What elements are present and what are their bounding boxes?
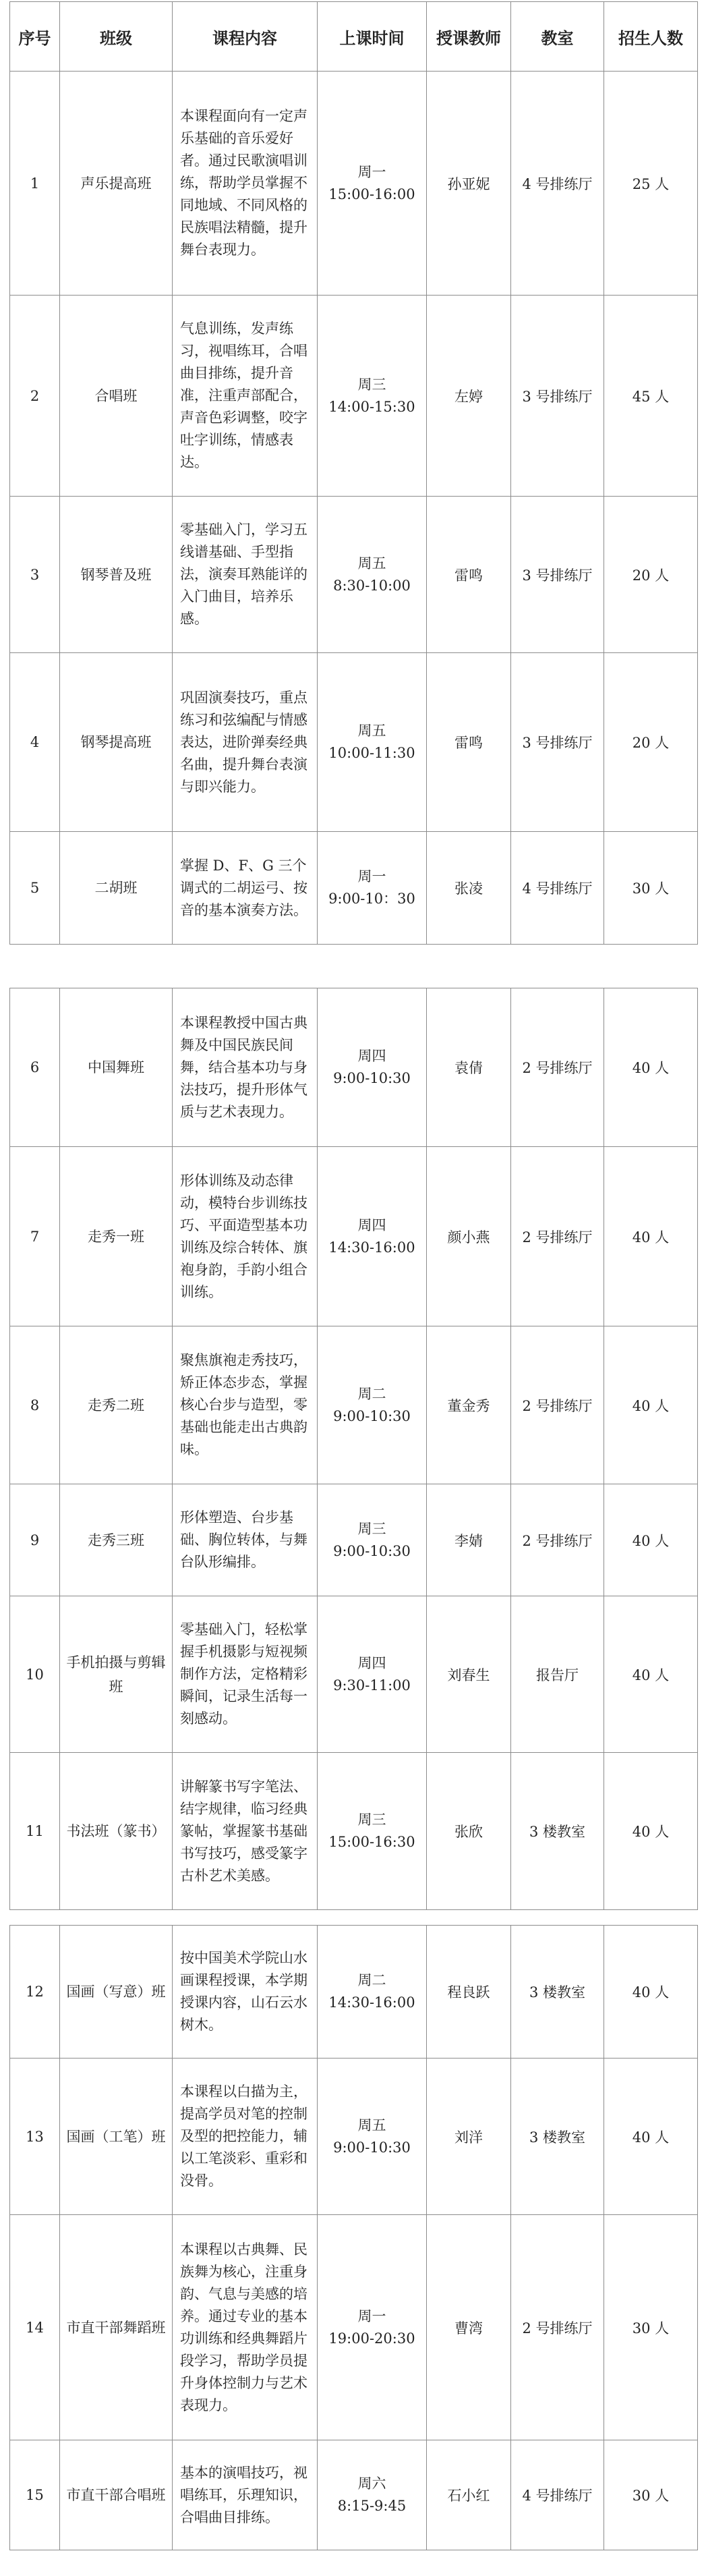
cell-content: 形体塑造、台步基础、胸位转体，与舞台队形编排。: [173, 1484, 318, 1596]
cell-class: 手机拍摄与剪辑班: [60, 1596, 173, 1753]
cell-teacher: 左婷: [427, 296, 511, 497]
cell-teacher: 董金秀: [427, 1326, 511, 1484]
cell-no: 12: [10, 1926, 60, 2059]
header-room: 教室: [511, 2, 604, 72]
cell-class: 走秀一班: [60, 1147, 173, 1326]
cell-quota: 20 人: [604, 653, 698, 832]
table-row: [10, 1753, 698, 1910]
cell-no: 1: [10, 72, 60, 296]
cell-no: 10: [10, 1596, 60, 1753]
cell-room: 2 号排练厅: [511, 2215, 604, 2440]
cell-time: 周四 9:30-11:00: [318, 1596, 427, 1753]
cell-quota: 40 人: [604, 1147, 698, 1326]
cell-class: 走秀二班: [60, 1326, 173, 1484]
cell-teacher: 程良跃: [427, 1926, 511, 2059]
cell-quota: 40 人: [604, 1753, 698, 1910]
schedule-table-2: [9, 988, 698, 1910]
cell-room: 报告厅: [511, 1596, 604, 1753]
cell-room: 2 号排练厅: [511, 1147, 604, 1326]
cell-content: 本课程以古典舞、民族舞为核心，注重身韵、气息与美感的培养。通过专业的基本功训练和经典舞蹈片段学习，帮助学员提升身体控制力与艺术表现力。: [173, 2215, 318, 2440]
cell-room: 4 号排练厅: [511, 72, 604, 296]
schedule-table-1: [9, 1, 698, 945]
cell-quota: 30 人: [604, 2440, 698, 2550]
cell-teacher: 张凌: [427, 832, 511, 945]
cell-teacher: 颜小燕: [427, 1147, 511, 1326]
cell-room: 3 楼教室: [511, 1753, 604, 1910]
cell-quota: 20 人: [604, 497, 698, 653]
cell-time: 周三 9:00-10:30: [318, 1484, 427, 1596]
cell-room: 4 号排练厅: [511, 2440, 604, 2550]
cell-quota: 30 人: [604, 2215, 698, 2440]
cell-content: 基本的演唱技巧，视唱练耳，乐理知识，合唱曲目排练。: [173, 2440, 318, 2550]
header-quota: 招生人数: [604, 2, 698, 72]
cell-no: 7: [10, 1147, 60, 1326]
cell-time: 周四 14:30-16:00: [318, 1147, 427, 1326]
table-row: [10, 1326, 698, 1484]
table-row: [10, 296, 698, 497]
table-row: [10, 2215, 698, 2440]
cell-no: 14: [10, 2215, 60, 2440]
cell-time: 周四 9:00-10:30: [318, 988, 427, 1147]
cell-class: 国画（写意）班: [60, 1926, 173, 2059]
cell-content: 气息训练，发声练习，视唱练耳，合唱曲目排练，提升音准，注重声部配合，声音色彩调整，咬字吐字训练，情感表达。: [173, 296, 318, 497]
cell-no: 13: [10, 2059, 60, 2215]
table-row: [10, 653, 698, 832]
cell-class: 国画（工笔）班: [60, 2059, 173, 2215]
cell-teacher: 张欣: [427, 1753, 511, 1910]
cell-content: 本课程以白描为主，提高学员对笔的控制及型的把控能力，辅以工笔淡彩、重彩和没骨。: [173, 2059, 318, 2215]
table-row: [10, 1596, 698, 1753]
cell-content: 本课程面向有一定声乐基础的音乐爱好者。通过民歌演唱训练，帮助学员掌握不同地域、不同风格的民族唱法精髓，提升舞台表现力。: [173, 72, 318, 296]
cell-content: 巩固演奏技巧，重点练习和弦编配与情感表达，进阶弹奏经典名曲，提升舞台表演与即兴能力。: [173, 653, 318, 832]
cell-time: 周五 9:00-10:30: [318, 2059, 427, 2215]
cell-quota: 30 人: [604, 832, 698, 945]
cell-teacher: 袁倩: [427, 988, 511, 1147]
cell-quota: 40 人: [604, 1326, 698, 1484]
cell-teacher: 石小红: [427, 2440, 511, 2550]
cell-room: 3 楼教室: [511, 2059, 604, 2215]
cell-time: 周三 14:00-15:30: [318, 296, 427, 497]
table-row: [10, 2059, 698, 2215]
cell-teacher: 刘洋: [427, 2059, 511, 2215]
cell-quota: 40 人: [604, 988, 698, 1147]
cell-class: 书法班（篆书）: [60, 1753, 173, 1910]
cell-no: 15: [10, 2440, 60, 2550]
cell-content: 按中国美术学院山水画课程授课，本学期授课内容，山石云水树木。: [173, 1926, 318, 2059]
cell-teacher: 刘春生: [427, 1596, 511, 1753]
cell-no: 6: [10, 988, 60, 1147]
cell-quota: 25 人: [604, 72, 698, 296]
header-no: 序号: [10, 2, 60, 72]
table-row: [10, 2440, 698, 2550]
cell-room: 3 号排练厅: [511, 296, 604, 497]
cell-quota: 40 人: [604, 1926, 698, 2059]
cell-quota: 40 人: [604, 2059, 698, 2215]
cell-time: 周二 14:30-16:00: [318, 1926, 427, 2059]
cell-room: 2 号排练厅: [511, 988, 604, 1147]
cell-time: 周一 19:00-20:30: [318, 2215, 427, 2440]
cell-teacher: 曹湾: [427, 2215, 511, 2440]
cell-class: 钢琴普及班: [60, 497, 173, 653]
cell-time: 周一 15:00-16:00: [318, 72, 427, 296]
cell-class: 合唱班: [60, 296, 173, 497]
cell-room: 2 号排练厅: [511, 1484, 604, 1596]
table-row: [10, 988, 698, 1147]
table-row: [10, 497, 698, 653]
cell-content: 零基础入门，学习五线谱基础、手型指法，演奏耳熟能详的入门曲目，培养乐感。: [173, 497, 318, 653]
cell-content: 掌握 D、F、G 三个调式的二胡运弓、按音的基本演奏方法。: [173, 832, 318, 945]
cell-room: 4 号排练厅: [511, 832, 604, 945]
cell-room: 2 号排练厅: [511, 1326, 604, 1484]
cell-class: 中国舞班: [60, 988, 173, 1147]
cell-no: 4: [10, 653, 60, 832]
cell-content: 聚焦旗袍走秀技巧，矫正体态步态，掌握核心台步与造型，零基础也能走出古典韵味。: [173, 1326, 318, 1484]
cell-room: 3 楼教室: [511, 1926, 604, 2059]
cell-class: 二胡班: [60, 832, 173, 945]
cell-no: 2: [10, 296, 60, 497]
cell-quota: 45 人: [604, 296, 698, 497]
cell-no: 5: [10, 832, 60, 945]
cell-time: 周一 9:00-10：30: [318, 832, 427, 945]
table-row: [10, 1147, 698, 1326]
cell-content: 本课程教授中国古典舞及中国民族民间舞，结合基本功与身法技巧，提升形体气质与艺术表现力。: [173, 988, 318, 1147]
cell-no: 8: [10, 1326, 60, 1484]
cell-class: 声乐提高班: [60, 72, 173, 296]
table-row: [10, 1926, 698, 2059]
table-row: [10, 832, 698, 945]
table-header-row: [10, 2, 698, 72]
cell-time: 周三 15:00-16:30: [318, 1753, 427, 1910]
cell-teacher: 李婧: [427, 1484, 511, 1596]
cell-teacher: 孙亚妮: [427, 72, 511, 296]
cell-no: 9: [10, 1484, 60, 1596]
cell-quota: 40 人: [604, 1596, 698, 1753]
cell-content: 零基础入门，轻松掌握手机摄影与短视频制作方法，定格精彩瞬间，记录生活每一刻感动。: [173, 1596, 318, 1753]
cell-no: 11: [10, 1753, 60, 1910]
header-time: 上课时间: [318, 2, 427, 72]
cell-time: 周二 9:00-10:30: [318, 1326, 427, 1484]
table-row: [10, 72, 698, 296]
cell-content: 形体训练及动态律动，模特台步训练技巧、平面造型基本功训练及综合转体、旗袍身韵，手韵小组合训练。: [173, 1147, 318, 1326]
cell-room: 3 号排练厅: [511, 497, 604, 653]
cell-teacher: 雷鸣: [427, 653, 511, 832]
header-class: 班级: [60, 2, 173, 72]
cell-quota: 40 人: [604, 1484, 698, 1596]
cell-class: 钢琴提高班: [60, 653, 173, 832]
header-teacher: 授课教师: [427, 2, 511, 72]
table-row: [10, 1484, 698, 1596]
cell-class: 市直干部舞蹈班: [60, 2215, 173, 2440]
cell-class: 市直干部合唱班: [60, 2440, 173, 2550]
cell-time: 周五 10:00-11:30: [318, 653, 427, 832]
schedule-table-3: [9, 1925, 698, 2550]
cell-content: 讲解篆书写字笔法、结字规律，临习经典篆帖，掌握篆书基础书写技巧，感受篆字古朴艺术美感。: [173, 1753, 318, 1910]
cell-no: 3: [10, 497, 60, 653]
cell-class: 走秀三班: [60, 1484, 173, 1596]
cell-teacher: 雷鸣: [427, 497, 511, 653]
cell-time: 周五 8:30-10:00: [318, 497, 427, 653]
cell-time: 周六 8:15-9:45: [318, 2440, 427, 2550]
cell-room: 3 号排练厅: [511, 653, 604, 832]
header-content: 课程内容: [173, 2, 318, 72]
